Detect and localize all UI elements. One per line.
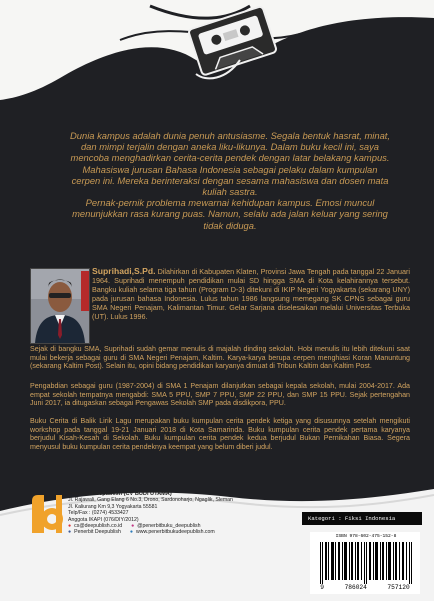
publisher-email: cs@deepublish.co.id	[74, 523, 123, 530]
publisher-ikapi: Anggota IKAPI (076/DIY/2012)	[68, 516, 139, 523]
publisher-phone: Telp/Fax : (0274) 4533427	[68, 510, 129, 517]
bio-paragraph-3-block	[30, 417, 410, 451]
author-name: Suprihadi,S.Pd.	[92, 266, 156, 276]
publisher-contacts-row-2	[68, 529, 298, 535]
barcode-icon	[320, 542, 412, 584]
barcode-digits	[310, 584, 420, 591]
author-intro-text: Dilahirkan di Kabupaten Klaten, Provinsi Jawa Tengah pada tanggal 22 Januari 1964. Suprihadi menempuh pendidikan mulai SD hingga SMA di Kota kelahirannya tersebut. Bangku kuliah selama tiga tahun (Program D-3) ditekuni di IKIP Negeri Yogyakarta (sekarang UNY) pada jurusan bahasa Indonesia. Lulus tahun 1986 langsung memegang SK CPNS sebagai guru SMA Negeri Penajam, Kalimantan Timur. Gelar Sarjana diselesaikan melalui Universitas Terbuka (UT). Lulus 1996.	[92, 267, 410, 321]
bio-paragraph-1-block	[30, 345, 410, 371]
isbn-number: ISBN 978-602-475-152-8	[335, 534, 397, 539]
category-label: Kategori : Fiksi Indonesia	[302, 512, 422, 525]
facebook-icon: ●	[68, 529, 72, 536]
barcode-digits-left: 786024	[344, 584, 367, 591]
deepublish-logo-icon	[30, 493, 64, 535]
publisher-address-1: Jl. Rajawali, Gang Elang 6 No.3, Drono, Sardonoharjo, Ngaglik, Sleman	[68, 497, 233, 504]
publisher-instagram: @penerbitbuku_deepublish	[137, 523, 201, 530]
publisher-name: Penerbit Deepublish (CV BUDI UTAMA)	[68, 491, 172, 497]
bio-paragraph-2-block	[30, 382, 410, 408]
blurb-paragraph-1: Dunia kampus adalah dunia penuh antusiasme. Segala bentuk hasrat, minat, dan mimpi terjalin dengan aneka liku-likunya. Dalam buku kecil ini, saya mencoba menghadirkan cerita-cerita pendek dengan latar belakang kampus.	[70, 130, 390, 164]
isbn-barcode	[310, 532, 420, 594]
blurb-paragraph-2: Mahasiswa jurusan Bahasa Indonesia sebagai pelaku dalam kumpulan cerpen ini. Mereka berinteraksi dengan sesama mahasiswa dan dosen mata kuliah sastra.	[71, 163, 389, 198]
bio-paragraph-1: Sejak di bangku SMA, Suprihadi sudah gemar menulis di majalah dinding sekolah. Hobi menulis itu lebih ditekuni saat mulai bekerja sebagai guru di SMA Negeri Penajam, Kaltim. Karya-karya berupa cerpen menghiasi Koran Manuntung (sekarang Kaltim Post). Selain itu, opini bidang pendidikan karyanya dimuat di Tribun Kaltim dan Kaltim Post.	[30, 345, 410, 371]
website-icon: ●	[129, 529, 133, 536]
bio-paragraph-2: Pengabdian sebagai guru (1987-2004) di SMA 1 Penajam dilanjutkan sebagai kepala sekolah, mulai 2004-2017. Ada empat sekolah tempatnya mengabdi: SMA 5 PPU, SMP 7 PPU, SMP 22 PPU, dan SMP 15 PPU. Sejak pertengahan Juni 2017, ia ditugaskan sebagai Pengawas Sekolah SMP pada disdikpora, PPU.	[30, 382, 410, 408]
author-intro	[92, 267, 410, 321]
blurb-paragraph-3: Pernak-pernik problema mewarnai kehidupan kampus. Emosi muncul menunjukkan rasa kurang puas. Namun, selalu ada jalan keluar yang sering tidak diduga.	[72, 197, 388, 231]
cassette-tape-illustration	[0, 0, 434, 130]
publisher-address-2: Jl. Kaliurang Km 9,3 Yogyakarta 55581	[68, 503, 158, 510]
barcode-digits-right: 757120	[387, 584, 410, 591]
author-photo	[30, 268, 90, 344]
publisher-info	[68, 491, 298, 536]
publisher-facebook: Penerbit Deepublish	[74, 529, 121, 536]
bio-paragraph-3: Buku Cerita di Balik Lirik Lagu merupakan buku kumpulan cerita pendek ketiga yang disusunnya setelah mengikuti workshop pada tanggal 19-21 Januari 2018 di Kota Samarinda. Buku kumpulan cerita pendek pertama karyanya berjudul Kisah-Kesah di Sekolah. Buku kumpulan cerita pendek kedua berjudul Bukan Pernikahan Biasa. Segera menyusul buku kumpulan cerita pendeknya keempat yang belum diberi judul.	[30, 417, 410, 451]
email-icon: ●	[68, 523, 72, 530]
publisher-website: www.penerbitbukudeepublish.com	[136, 529, 215, 536]
back-cover-blurb	[70, 130, 390, 231]
instagram-icon: ●	[131, 523, 135, 530]
barcode-digit-lead: 9	[320, 584, 324, 591]
